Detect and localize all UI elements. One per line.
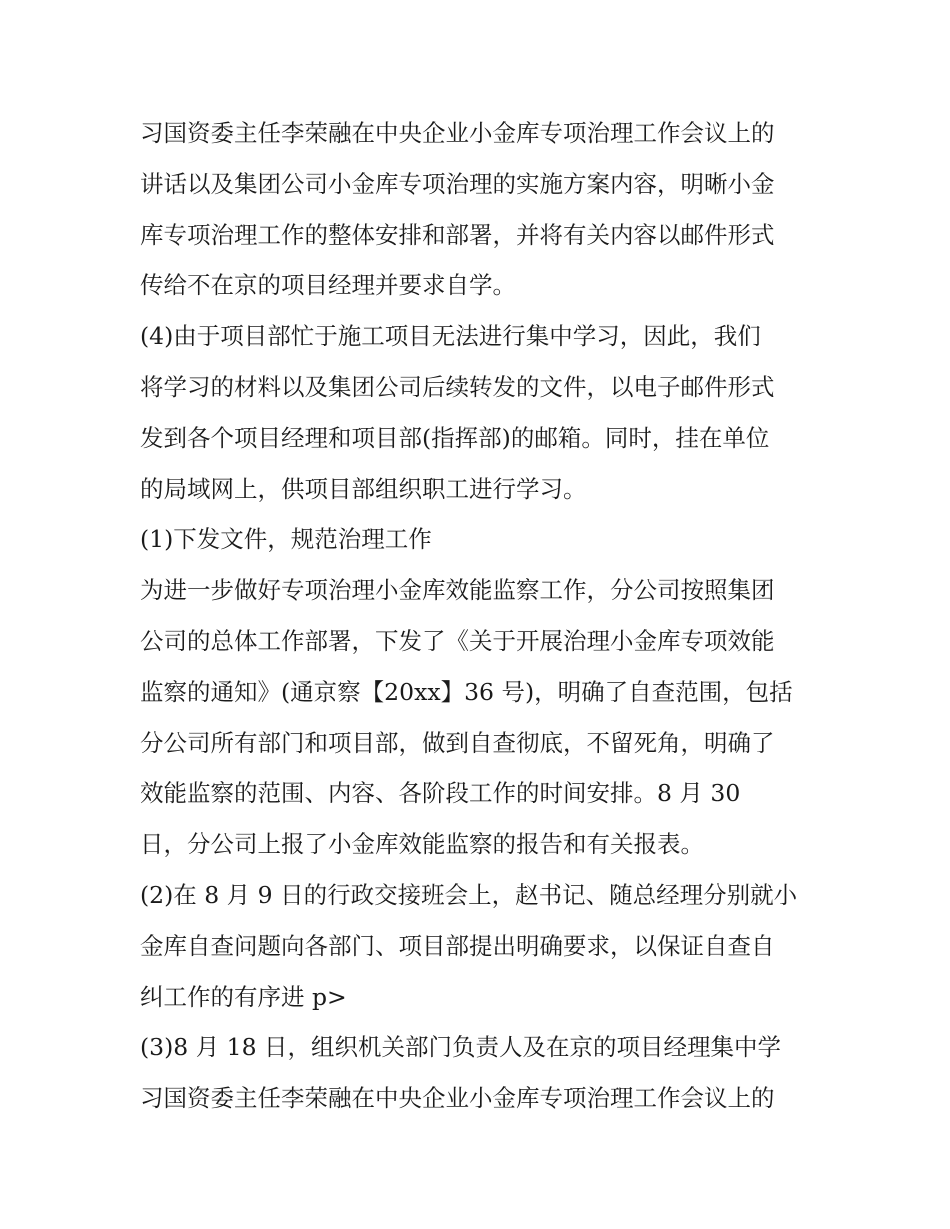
text-line: 金库自查问题向各部门、项目部提出明确要求，以保证自查自 xyxy=(140,931,775,960)
text-line: 分公司所有部门和项目部，做到自查彻底，不留死角，明确了 xyxy=(140,728,775,757)
text-line: 习国资委主任李荣融在中央企业小金库专项治理工作会议上的 xyxy=(140,1084,775,1113)
text-line: (3)8 月 18 日，组织机关部门负责人及在京的项目经理集中学 xyxy=(140,1033,782,1062)
text-line: 发到各个项目经理和项目部(指挥部)的邮箱。同时，挂在单位 xyxy=(140,423,770,452)
text-line: 纠工作的有序进 p> xyxy=(140,982,347,1011)
text-line: 效能监察的范围、内容、各阶段工作的时间安排。8 月 30 xyxy=(140,779,741,808)
text-line: 日，分公司上报了小金库效能监察的报告和有关报表。 xyxy=(140,830,704,859)
document-body xyxy=(140,108,820,1124)
text-line: 习国资委主任李荣融在中央企业小金库专项治理工作会议上的 xyxy=(140,119,775,147)
text-line: 将学习的材料以及集团公司后续转发的文件，以电子邮件形式 xyxy=(140,372,775,401)
text-line: 的局域网上，供项目部组织职工进行学习。 xyxy=(140,474,587,503)
text-line: 传给不在京的项目经理并要求自学。 xyxy=(140,271,516,300)
text-line: 为进一步做好专项治理小金库效能监察工作，分公司按照集团 xyxy=(140,576,775,605)
text-line: 监察的通知》(通京察【20xx】36 号)，明确了自查范围，包括 xyxy=(140,677,793,706)
text-line: (4)由于项目部忙于施工项目无法进行集中学习，因此，我们 xyxy=(140,322,761,351)
text-line: (1)下发文件，规范治理工作 xyxy=(140,525,432,554)
text-line: (2)在 8 月 9 日的行政交接班会上，赵书记、随总经理分别就小 xyxy=(140,880,798,909)
text-line: 讲话以及集团公司小金库专项治理的实施方案内容，明晰小金 xyxy=(140,169,775,198)
text-line: 公司的总体工作部署，下发了《关于开展治理小金库专项效能 xyxy=(140,626,775,655)
text-line: 库专项治理工作的整体安排和部署，并将有关内容以邮件形式 xyxy=(140,220,775,249)
